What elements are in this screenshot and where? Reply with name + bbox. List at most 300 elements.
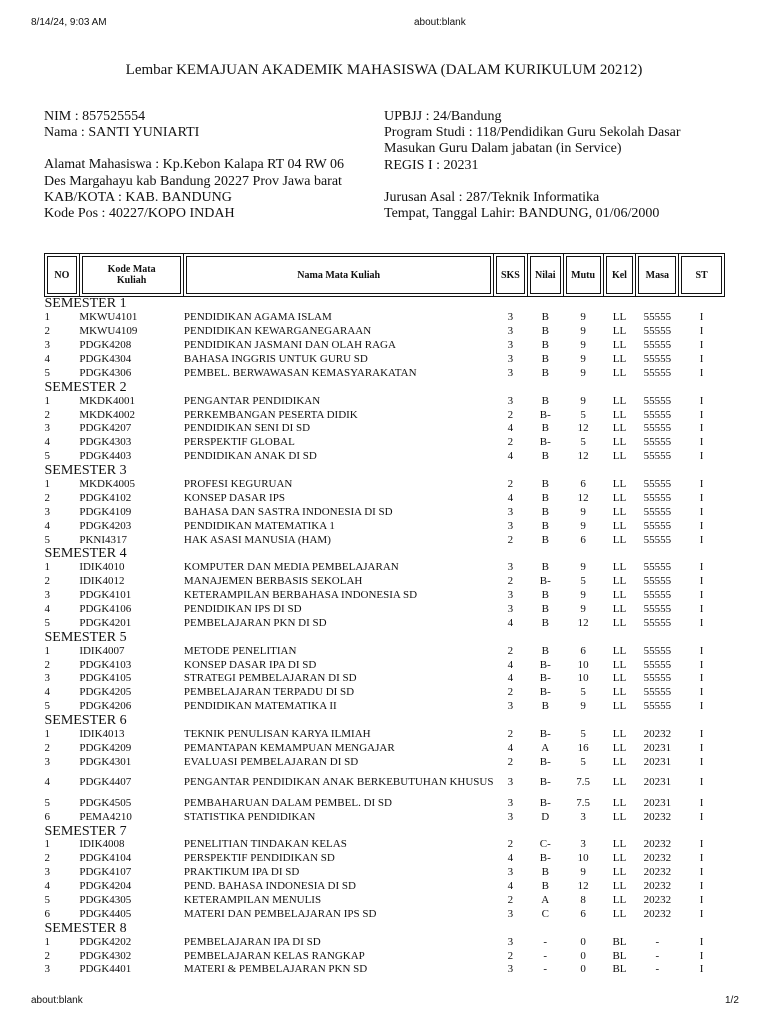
st: I: [699, 436, 704, 449]
col-header: Masa: [636, 254, 679, 297]
kel: LL: [612, 408, 627, 421]
mutu: 9: [580, 519, 586, 532]
semester-label: SEMESTER 1: [44, 296, 127, 312]
course-code: PDGK4403: [79, 450, 132, 463]
mutu: 12: [577, 491, 589, 504]
masa: 20231: [643, 755, 672, 768]
kel: LL: [612, 311, 627, 324]
nilai: B: [541, 561, 549, 574]
sks: 4: [507, 491, 514, 504]
kel: LL: [612, 353, 627, 365]
st: I: [699, 561, 704, 574]
mutu: 0: [580, 935, 586, 948]
nilai: -: [543, 935, 548, 948]
nilai: B: [541, 533, 549, 546]
table-row: [45, 436, 725, 450]
mutu: 9: [580, 394, 586, 407]
course-name: BAHASA INGGRIS UNTUK GURU SD: [183, 353, 368, 365]
row-no: 2: [44, 575, 50, 588]
mutu: 9: [580, 603, 586, 616]
sks: 4: [507, 658, 514, 671]
st: I: [699, 949, 704, 962]
sks: 2: [507, 838, 514, 851]
sks: 3: [507, 366, 514, 379]
masa: 20232: [643, 852, 672, 865]
page-number: 1/2: [725, 995, 739, 1006]
kel: LL: [612, 852, 627, 865]
kel: LL: [612, 491, 627, 504]
masa: 20231: [643, 741, 672, 754]
table-row: [45, 963, 725, 977]
masa: 20232: [643, 893, 672, 906]
page-title: Lembar KEMAJUAN AKADEMIK MAHASISWA (DALAM KURIKULUM 20212): [125, 62, 643, 78]
table-row: [45, 311, 725, 325]
masa: 55555: [643, 589, 672, 602]
course-name: STATISTIKA PENDIDIKAN: [183, 810, 316, 823]
course-name: MANAJEMEN BERBASIS SEKOLAH: [183, 575, 363, 588]
mutu: 9: [580, 700, 586, 713]
st: I: [699, 533, 704, 546]
kel: LL: [612, 810, 627, 823]
st: I: [699, 519, 704, 532]
course-code: PDGK4401: [79, 963, 132, 976]
table-row: [45, 408, 725, 422]
nilai: -: [543, 963, 548, 976]
row-no: 3: [44, 963, 50, 976]
print-url-header: about:blank: [414, 17, 466, 28]
col-header: ST: [679, 254, 725, 297]
st: I: [699, 741, 704, 754]
nilai: B: [541, 700, 549, 713]
course-code: IDIK4007: [79, 644, 125, 657]
table-row: [45, 796, 725, 810]
st: I: [699, 491, 704, 504]
sks: 3: [507, 311, 514, 324]
course-name: PERKEMBANGAN PESERTA DIDIK: [183, 408, 358, 421]
semester-heading-row: [45, 921, 725, 935]
table-row: [45, 769, 725, 796]
mutu: 3: [580, 810, 586, 823]
course-code: PDGK4208: [79, 339, 132, 352]
row-no: 2: [44, 325, 50, 338]
course-code: PDGK4105: [79, 672, 132, 685]
semester-heading-row: [45, 297, 725, 311]
course-name: STRATEGI PEMBELAJARAN DI SD: [183, 672, 357, 685]
row-no: 2: [44, 741, 50, 754]
nilai: B: [541, 880, 549, 893]
kode-pos: Kode Pos : 40227/KOPO INDAH: [44, 206, 235, 222]
course-code: PDGK4209: [79, 741, 132, 754]
upbjj: UPBJJ : 24/Bandung: [384, 109, 502, 124]
sks: 3: [507, 796, 514, 809]
course-name: EVALUASI PEMBELAJARAN DI SD: [183, 755, 359, 768]
sks: 3: [507, 394, 514, 407]
row-no: 5: [44, 533, 50, 546]
st: I: [699, 450, 704, 463]
kel: LL: [612, 505, 627, 518]
table-row: [45, 491, 725, 505]
semester-heading-row: [45, 630, 725, 644]
tempat-tanggal-lahir: Tempat, Tanggal Lahir: BANDUNG, 01/06/2000: [384, 206, 660, 222]
row-no: 2: [44, 658, 50, 671]
regis: REGIS I : 20231: [384, 157, 479, 173]
semester-label: SEMESTER 6: [44, 713, 127, 729]
course-name: METODE PENELITIAN: [183, 644, 297, 657]
mutu: 9: [580, 325, 586, 338]
course-name: PRAKTIKUM IPA DI SD: [183, 866, 300, 879]
col-header: Mutu: [563, 254, 603, 297]
course-name: PERSPEKTIF GLOBAL: [183, 436, 295, 449]
nilai: B: [541, 519, 549, 532]
nilai: B: [541, 644, 549, 657]
course-code: PEMA4210: [79, 810, 132, 823]
course-name: PEMBELAJARAN KELAS RANGKAP: [183, 949, 365, 962]
row-no: 2: [44, 949, 50, 962]
course-code: PDGK4204: [79, 880, 132, 893]
col-header: SKS: [493, 254, 527, 297]
kel: LL: [612, 589, 627, 602]
row-no: 2: [44, 852, 50, 865]
kel: LL: [612, 796, 627, 809]
nilai: B-: [539, 672, 551, 685]
sks: 4: [507, 616, 514, 629]
st: I: [699, 394, 704, 407]
col-header: Kel: [603, 254, 636, 297]
st: I: [699, 852, 704, 865]
st: I: [699, 325, 704, 338]
course-name: PEND. BAHASA INDONESIA DI SD: [183, 880, 356, 893]
row-no: 6: [44, 810, 50, 823]
nilai: A: [541, 893, 550, 906]
table-row: [45, 533, 725, 547]
mutu: 10: [577, 852, 589, 865]
nilai: B-: [539, 755, 551, 768]
sks: 3: [507, 339, 514, 352]
print-url-footer: about:blank: [31, 995, 83, 1006]
st: I: [699, 478, 704, 491]
course-code: PDGK4104: [79, 852, 132, 865]
nilai: D: [541, 810, 550, 823]
st: I: [699, 893, 704, 906]
course-name: PENDIDIKAN JASMANI DAN OLAH RAGA: [183, 339, 396, 352]
course-name: PENDIDIKAN SENI DI SD: [183, 422, 311, 435]
course-code: PDGK4107: [79, 866, 132, 879]
table-row: [45, 700, 725, 714]
table-row: [45, 658, 725, 672]
kel: BL: [612, 949, 627, 962]
nilai: B: [541, 339, 549, 352]
sks: 3: [507, 603, 514, 616]
course-name: TEKNIK PENULISAN KARYA ILMIAH: [183, 728, 371, 741]
sks: 2: [507, 728, 514, 741]
course-name: PEMBEL. BERWAWASAN KEMASYARAKATAN: [183, 366, 417, 379]
row-no: 3: [44, 589, 50, 602]
table-row: [45, 450, 725, 464]
mutu: 6: [580, 907, 586, 920]
mutu: 6: [580, 644, 586, 657]
course-name: PENDIDIKAN MATEMATIKA II: [183, 700, 337, 713]
nilai: B: [541, 866, 549, 879]
kel: LL: [612, 325, 627, 338]
nilai: B: [541, 589, 549, 602]
course-code: IDIK4013: [79, 728, 125, 741]
row-no: 1: [44, 394, 50, 407]
nilai: C-: [539, 838, 551, 851]
masa: 55555: [643, 408, 672, 421]
st: I: [699, 866, 704, 879]
table-row: [45, 810, 725, 824]
course-name: PENDIDIKAN ANAK DI SD: [183, 450, 317, 463]
kel: LL: [612, 575, 627, 588]
mutu: 9: [580, 589, 586, 602]
nilai: B-: [539, 436, 551, 449]
mutu: 7.5: [576, 796, 590, 809]
course-code: PKNI4317: [79, 533, 127, 546]
student-info-right: [384, 109, 681, 222]
masa: 55555: [643, 533, 672, 546]
sks: 3: [507, 907, 514, 920]
st: I: [699, 686, 704, 699]
sks: 2: [507, 575, 514, 588]
row-no: 3: [44, 755, 50, 768]
masa: 55555: [643, 339, 672, 352]
st: I: [699, 838, 704, 851]
st: I: [699, 658, 704, 671]
mutu: 5: [580, 728, 586, 741]
table-row: [45, 894, 725, 908]
course-name: PEMBELAJARAN IPA DI SD: [183, 935, 321, 948]
kel: LL: [612, 755, 627, 768]
row-no: 1: [44, 478, 50, 491]
semester-label: SEMESTER 5: [44, 629, 127, 645]
masa: 55555: [643, 700, 672, 713]
course-code: PDGK4101: [79, 589, 132, 602]
masa: 55555: [643, 672, 672, 685]
mutu: 9: [580, 366, 586, 379]
st: I: [699, 672, 704, 685]
col-header: NO: [45, 254, 80, 297]
semester-heading-row: [45, 464, 725, 478]
course-code: PDGK4207: [79, 422, 132, 435]
sks: 4: [507, 741, 514, 754]
kel: LL: [612, 394, 627, 407]
course-name: KETERAMPILAN BERBAHASA INDONESIA SD: [183, 589, 418, 602]
course-name: PERSPEKTIF PENDIDIKAN SD: [183, 852, 335, 865]
kel: LL: [612, 866, 627, 879]
row-no: 3: [44, 672, 50, 685]
mutu: 5: [580, 575, 586, 588]
semester-label: SEMESTER 8: [44, 920, 127, 936]
row-no: 5: [44, 700, 50, 713]
nilai: B: [541, 491, 549, 504]
course-name: KONSEP DASAR IPA DI SD: [183, 658, 317, 671]
course-name: MATERI DAN PEMBELAJARAN IPS SD: [183, 907, 377, 920]
table-row: [45, 672, 725, 686]
table-header-row: [45, 254, 725, 297]
course-code: IDIK4012: [79, 575, 125, 588]
sks: 3: [507, 866, 514, 879]
nilai: B: [541, 366, 549, 379]
course-name: PROFESI KEGURUAN: [183, 478, 293, 491]
st: I: [699, 700, 704, 713]
masa: 55555: [643, 616, 672, 629]
semester-label: SEMESTER 3: [44, 463, 127, 479]
sks: 4: [507, 450, 514, 463]
table-row: [45, 852, 725, 866]
kel: LL: [612, 672, 627, 685]
table-row: [45, 394, 725, 408]
row-no: 5: [44, 893, 50, 906]
grades-table: [44, 253, 725, 977]
row-no: 1: [44, 838, 50, 851]
row-no: 1: [44, 935, 50, 948]
course-name: BAHASA DAN SASTRA INDONESIA DI SD: [183, 505, 393, 518]
sks: 4: [507, 422, 514, 435]
course-code: PDGK4201: [79, 616, 132, 629]
table-row: [45, 755, 725, 769]
masa: 20231: [643, 776, 672, 789]
kel: LL: [612, 533, 627, 546]
table-row: [45, 478, 725, 492]
mutu: 9: [580, 311, 586, 324]
course-name: KONSEP DASAR IPS: [183, 491, 285, 504]
course-code: PDGK4304: [79, 353, 132, 365]
row-no: 4: [44, 686, 50, 699]
nilai: B-: [539, 686, 551, 699]
course-code: PDGK4405: [79, 907, 132, 920]
table-row: [45, 949, 725, 963]
masa: -: [655, 935, 660, 948]
mutu: 0: [580, 963, 586, 976]
row-no: 3: [44, 866, 50, 879]
sks: 2: [507, 533, 514, 546]
nilai: B: [541, 505, 549, 518]
st: I: [699, 575, 704, 588]
course-code: PDGK4302: [79, 949, 132, 962]
mutu: 0: [580, 949, 586, 962]
kel: LL: [612, 366, 627, 379]
st: I: [699, 796, 704, 809]
kel: LL: [612, 616, 627, 629]
course-code: MKDK4005: [79, 478, 135, 491]
mutu: 5: [580, 436, 586, 449]
course-code: PDGK4103: [79, 658, 132, 671]
kel: BL: [612, 935, 627, 948]
mutu: 10: [577, 658, 589, 671]
course-code: MKWU4101: [79, 311, 138, 324]
course-name: KETERAMPILAN MENULIS: [183, 893, 322, 906]
masa: 55555: [643, 394, 672, 407]
kel: LL: [612, 741, 627, 754]
sks: 3: [507, 589, 514, 602]
col-header: Nilai: [527, 254, 563, 297]
course-code: IDIK4008: [79, 838, 125, 851]
mutu: 8: [580, 893, 586, 906]
course-code: MKDK4001: [79, 394, 135, 407]
table-row: [45, 616, 725, 630]
sks: 3: [507, 935, 514, 948]
kel: LL: [612, 519, 627, 532]
kel: LL: [612, 339, 627, 352]
mutu: 5: [580, 755, 586, 768]
alamat-line-2: Des Margahayu kab Bandung 20227 Prov Jawa barat: [44, 173, 342, 189]
nilai: C: [541, 907, 549, 920]
table-row: [45, 644, 725, 658]
sks: 3: [507, 700, 514, 713]
st: I: [699, 963, 704, 976]
course-code: PDGK4407: [79, 776, 132, 789]
masa: -: [655, 949, 660, 962]
course-code: PDGK4305: [79, 893, 132, 906]
kel: LL: [612, 907, 627, 920]
student-info-left: [44, 109, 344, 222]
nilai: B: [541, 325, 549, 338]
row-no: 5: [44, 366, 50, 379]
sks: 4: [507, 880, 514, 893]
row-no: 2: [44, 491, 50, 504]
masa: 55555: [643, 505, 672, 518]
mutu: 9: [580, 339, 586, 352]
masa: 20232: [643, 866, 672, 879]
row-no: 2: [44, 408, 50, 421]
mutu: 12: [577, 616, 589, 629]
st: I: [699, 339, 704, 352]
nilai: B-: [539, 852, 551, 865]
sks: 3: [507, 505, 514, 518]
nilai: B: [541, 450, 549, 463]
masa: 20232: [643, 838, 672, 851]
alamat-line-1: Alamat Mahasiswa : Kp.Kebon Kalapa RT 04 RW 06: [44, 157, 344, 173]
masa: 55555: [643, 491, 672, 504]
masa: 55555: [643, 478, 672, 491]
course-name: PEMBAHARUAN DALAM PEMBEL. DI SD: [183, 796, 392, 809]
masa: 20232: [643, 728, 672, 741]
table-row: [45, 422, 725, 436]
row-no: 3: [44, 505, 50, 518]
st: I: [699, 603, 704, 616]
row-no: 4: [44, 519, 50, 532]
kel: LL: [612, 644, 627, 657]
masa: 55555: [643, 519, 672, 532]
nama: Nama : SANTI YUNIARTI: [44, 125, 200, 141]
masa: 55555: [643, 603, 672, 616]
nilai: B-: [539, 728, 551, 741]
row-no: 1: [44, 561, 50, 574]
nim: NIM : 857525554: [44, 109, 146, 124]
mutu: 9: [580, 561, 586, 574]
kel: LL: [612, 838, 627, 851]
sks: 3: [507, 776, 514, 789]
mutu: 6: [580, 533, 586, 546]
nilai: B-: [539, 408, 551, 421]
semester-heading-row: [45, 824, 725, 838]
sks: 2: [507, 436, 514, 449]
course-name: KOMPUTER DAN MEDIA PEMBELAJARAN: [183, 561, 399, 574]
table-row: [45, 603, 725, 617]
st: I: [699, 366, 704, 379]
st: I: [699, 505, 704, 518]
st: I: [699, 755, 704, 768]
kel: BL: [612, 963, 627, 976]
row-no: 6: [44, 907, 50, 920]
masa: 55555: [643, 436, 672, 449]
row-no: 5: [44, 616, 50, 629]
kel: LL: [612, 658, 627, 671]
kel: LL: [612, 728, 627, 741]
course-code: PDGK4303: [79, 436, 132, 449]
st: I: [699, 616, 704, 629]
row-no: 4: [44, 776, 50, 789]
